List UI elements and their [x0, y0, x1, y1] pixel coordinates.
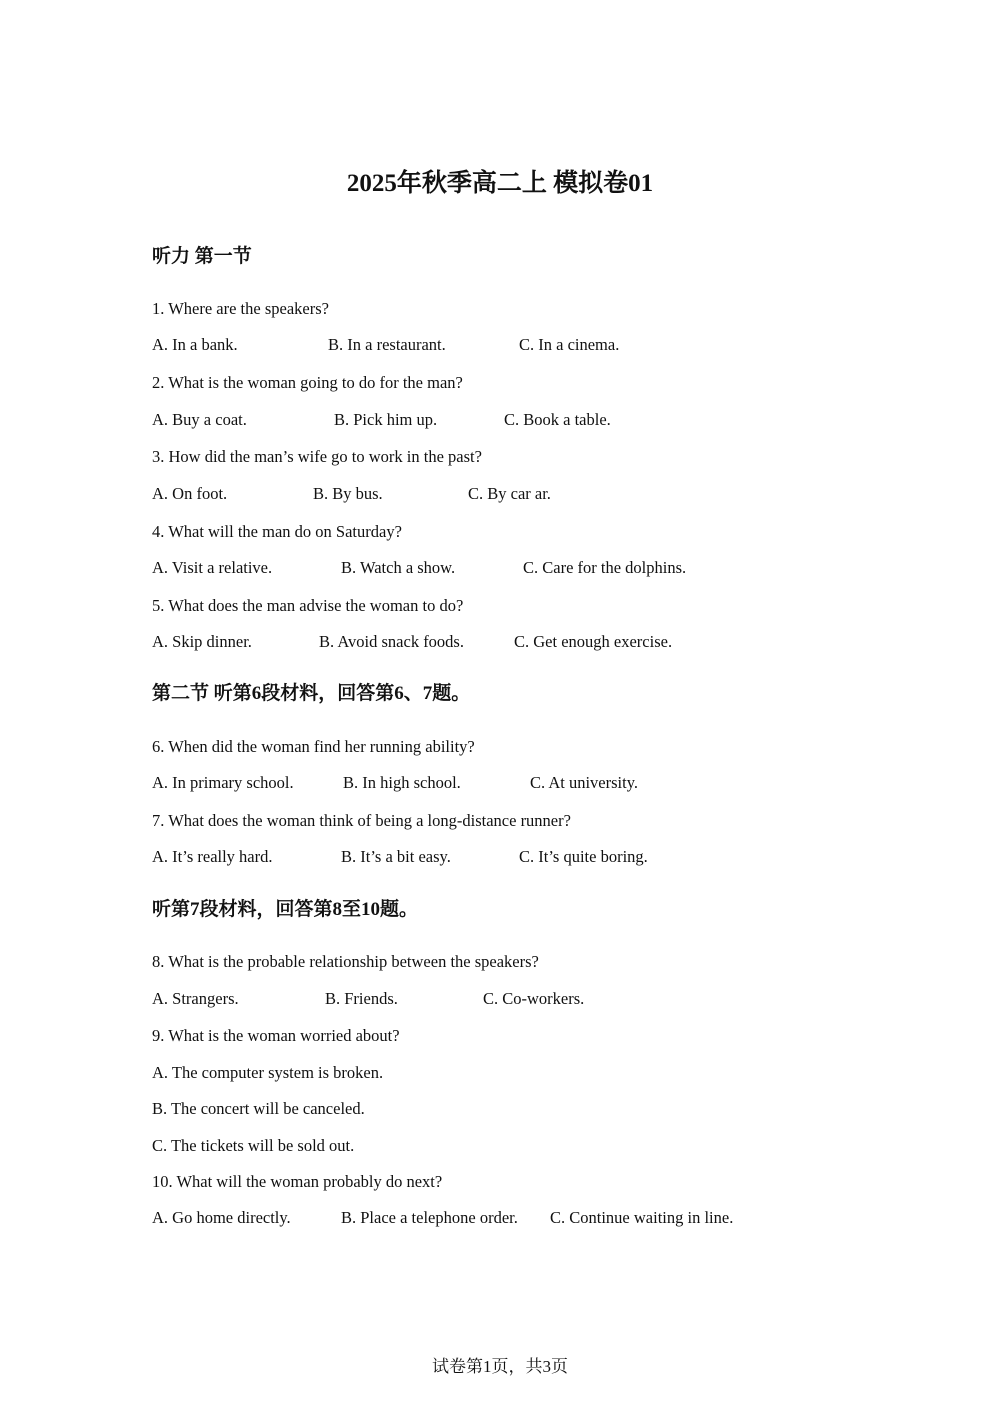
- question-4-option-a: A. Visit a relative.: [152, 558, 273, 577]
- page-title: 2025年秋季高二上 模拟卷01: [346, 170, 654, 197]
- question-9-option-b: B. The concert will be canceled.: [152, 1099, 365, 1118]
- section-heading-part2: 第二节 听第6段材料，回答第6、7题。: [152, 683, 471, 704]
- question-4-stem: 4. What will the man do on Saturday?: [152, 522, 402, 541]
- question-3-option-a: A. On foot.: [152, 484, 228, 503]
- section-heading-listening-part1: 听力 第一节: [152, 246, 252, 267]
- question-9-stem: 9. What is the woman worried about?: [152, 1026, 400, 1045]
- question-8-option-a: A. Strangers.: [152, 989, 239, 1008]
- question-5-option-b: B. Avoid snack foods.: [319, 632, 464, 651]
- question-2-option-b: B. Pick him up.: [334, 410, 438, 429]
- question-3-stem: 3. How did the man’s wife go to work in the past?: [152, 447, 482, 466]
- question-6-option-c: C. At university.: [530, 773, 639, 792]
- question-5-option-c: C. Get enough exercise.: [514, 632, 673, 651]
- question-1-stem: 1. Where are the speakers?: [152, 299, 329, 318]
- question-7-option-c: C. It’s quite boring.: [519, 847, 648, 866]
- question-5-stem: 5. What does the man advise the woman to do?: [152, 596, 464, 615]
- question-10-stem: 10. What will the woman probably do next?: [152, 1172, 443, 1191]
- question-2-option-c: C. Book a table.: [504, 410, 611, 429]
- question-7-option-b: B. It’s a bit easy.: [341, 847, 451, 866]
- question-10-option-c: C. Continue waiting in line.: [550, 1208, 734, 1227]
- question-7-stem: 7. What does the woman think of being a long-distance runner?: [152, 811, 571, 830]
- question-1-option-a: A. In a bank.: [152, 335, 238, 354]
- question-2-option-a: A. Buy a coat.: [152, 410, 247, 429]
- question-6-stem: 6. When did the woman find her running ability?: [152, 737, 475, 756]
- question-9-option-a: A. The computer system is broken.: [152, 1063, 384, 1082]
- question-3-option-c: C. By car ar.: [468, 484, 551, 503]
- question-9-option-c: C. The tickets will be sold out.: [152, 1136, 355, 1155]
- question-1-option-b: B. In a restaurant.: [328, 335, 446, 354]
- question-8-option-c: C. Co-workers.: [483, 989, 585, 1008]
- section-heading-part3: 听第7段材料，回答第8至10题。: [152, 899, 419, 920]
- question-8-stem: 8. What is the probable relationship between the speakers?: [152, 952, 539, 971]
- question-4-option-b: B. Watch a show.: [341, 558, 456, 577]
- question-2-stem: 2. What is the woman going to do for the man?: [152, 373, 463, 392]
- question-6-option-b: B. In high school.: [343, 773, 461, 792]
- question-6-option-a: A. In primary school.: [152, 773, 294, 792]
- question-10-option-a: A. Go home directly.: [152, 1208, 291, 1227]
- question-5-option-a: A. Skip dinner.: [152, 632, 252, 651]
- question-4-option-c: C. Care for the dolphins.: [523, 558, 687, 577]
- question-7-option-a: A. It’s really hard.: [152, 847, 273, 866]
- page-footer: 试卷第1页，共3页: [432, 1357, 568, 1376]
- question-1-option-c: C. In a cinema.: [519, 335, 620, 354]
- question-8-option-b: B. Friends.: [325, 989, 398, 1008]
- question-3-option-b: B. By bus.: [313, 484, 383, 503]
- question-10-option-b: B. Place a telephone order.: [341, 1208, 518, 1227]
